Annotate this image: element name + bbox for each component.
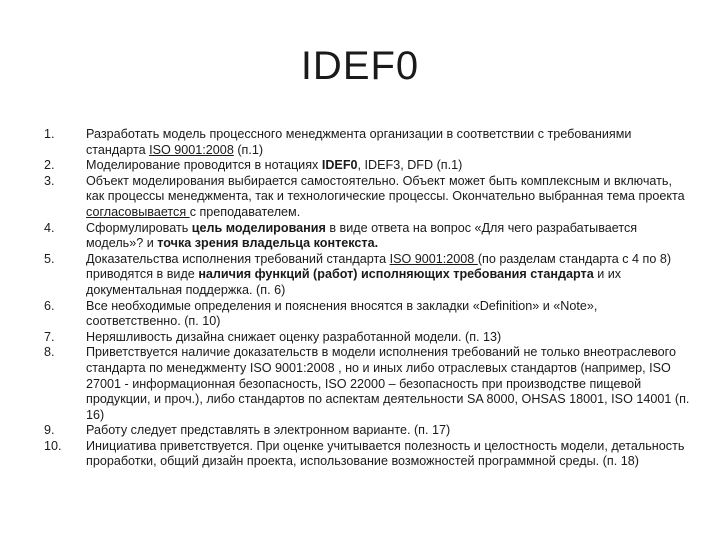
underlined-text: согласовывается xyxy=(86,204,190,219)
slide-title: IDEF0 xyxy=(300,44,420,88)
bold-text: точка зрения владельца контекста. xyxy=(157,236,379,251)
list-number: 1. xyxy=(44,127,55,141)
list-item-8 xyxy=(40,345,690,423)
list-item-3 xyxy=(40,174,690,221)
list-text: Работу следует представлять в электронном варианте. (п. 17) xyxy=(86,423,451,438)
list-number: 4. xyxy=(44,220,55,235)
list-text xyxy=(86,127,690,158)
text-run: и их документальная поддержка. (п. 6) xyxy=(86,267,622,297)
list-text xyxy=(86,158,690,174)
text-run: Объект моделирования выбирается самостоятельно. Объект может быть комплексным и включать, как процессы менеджмента, так и технологические процессы. Окончательно выбранная тема проекта xyxy=(86,173,685,204)
list-item-1 xyxy=(40,127,690,158)
list-item-4 xyxy=(40,221,690,252)
underlined-text: ISO 9001:2008 xyxy=(389,251,478,266)
list-number: 9. xyxy=(44,423,55,438)
requirements-list xyxy=(40,127,690,470)
text-run: Доказательства исполнения требований стандарта xyxy=(86,251,390,266)
list-item-10 xyxy=(40,439,690,470)
text-run: , IDEF3, DFD (п.1) xyxy=(357,158,463,173)
text-run: с преподавателем. xyxy=(189,204,301,219)
list-item-6 xyxy=(40,299,690,330)
list-number: 7. xyxy=(44,329,55,344)
list-item-2 xyxy=(40,158,690,174)
list-number: 2. xyxy=(44,158,55,173)
bold-text: цель моделирования xyxy=(191,220,326,235)
underlined-text: ISO 9001:2008 xyxy=(149,142,234,157)
list-text xyxy=(86,174,690,221)
list-number: 3. xyxy=(44,173,55,188)
list-text xyxy=(86,252,690,299)
text-run: (по разделам стандарта с 4 по 8) приводятся в виде xyxy=(86,251,672,282)
bold-text: наличия функций (работ) исполняющих требования стандарта xyxy=(198,267,594,282)
text-run: Моделирование проводится в нотациях xyxy=(86,158,322,173)
list-item-9 xyxy=(40,423,690,439)
list-text: Приветствуется наличие доказательств в модели исполнения требований не только внеотраслевого стандарта по менеджменту ISO 9001:2008 , но и иных либо отраслевых стандартов (например, ISO 27001 - информационная безопасность, ISO 22000 – безопасность при производстве пищевой продукции, и проч.), либо стандартов по аспектам деятельности SA 8000, OHSAS 18001, ISO 14001 (п. 16) xyxy=(86,345,690,422)
list-number: 8. xyxy=(44,345,55,360)
list-item-7 xyxy=(40,330,690,346)
list-text: Инициатива приветствуется. При оценке учитывается полезность и целостность модели, детальность проработки, общий дизайн проекта, использование возможностей программной среды. (п. 18) xyxy=(86,438,685,469)
list-text: Все необходимые определения и пояснения вносятся в закладки «Definition» и «Note», соответственно. (п. 10) xyxy=(86,298,598,329)
list-number: 5. xyxy=(44,251,55,266)
text-run: Сформулировать xyxy=(86,220,192,235)
text-run: (п.1) xyxy=(233,142,264,157)
text-run: Разработать модель процессного менеджмента организации в соответствии с требованиями стандарта xyxy=(86,127,632,157)
list-number: 6. xyxy=(44,298,55,313)
bold-text: IDEF0 xyxy=(321,158,358,173)
list-text xyxy=(86,221,690,252)
list-item-5 xyxy=(40,252,690,299)
text-run: в виде ответа на вопрос «Для чего разрабатывается модель»? и xyxy=(86,220,638,251)
list-number: 10. xyxy=(44,438,62,453)
list-text: Неряшливость дизайна снижает оценку разработанной модели. (п. 13) xyxy=(86,329,502,344)
